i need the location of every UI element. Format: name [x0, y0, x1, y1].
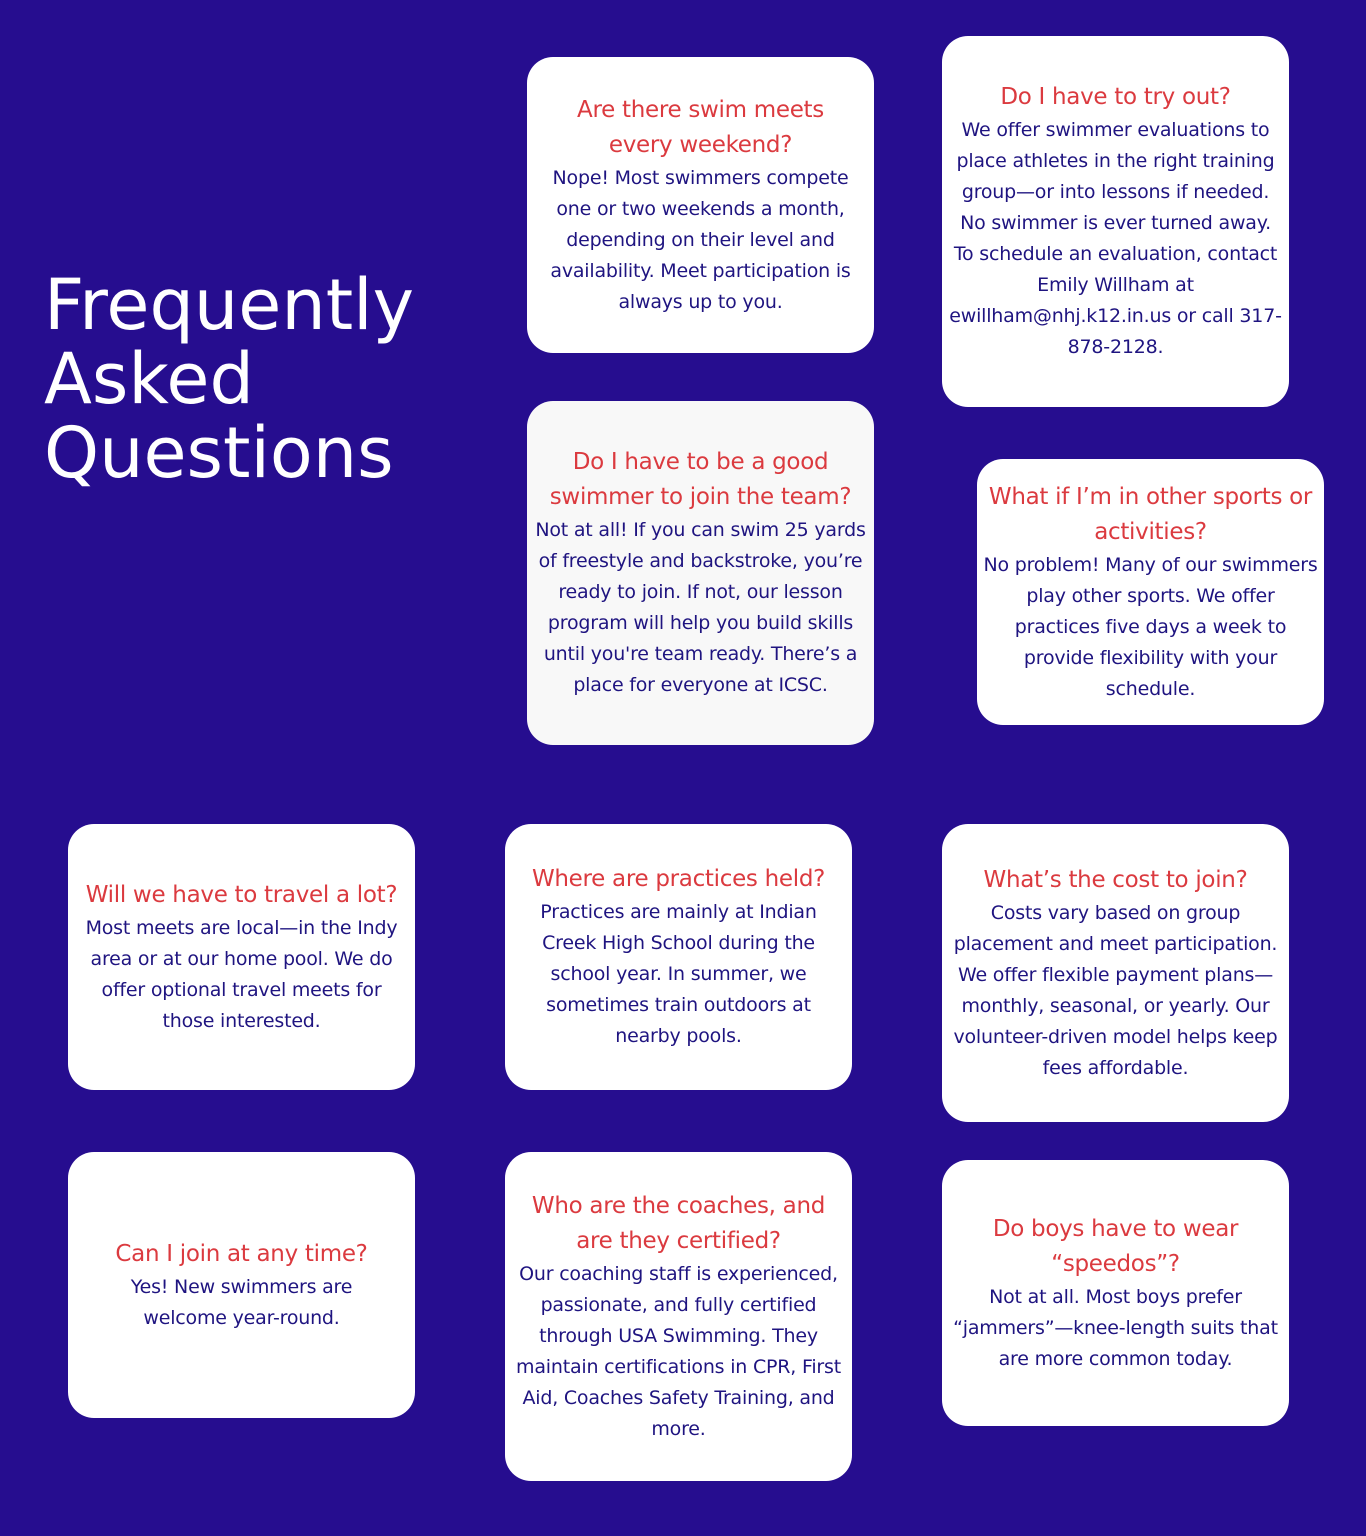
faq-question: Who are the coaches, and are they certified? — [531, 1192, 826, 1254]
faq-card-other-sports — [977, 459, 1324, 725]
faq-question: Do boys have to wear “speedos”? — [992, 1215, 1239, 1277]
faq-card-travel — [68, 824, 415, 1090]
faq-answer: No problem! Many of our swimmers play other sports. We offer practices five days a week to provide flexibility with your schedule. — [983, 553, 1318, 700]
faq-card-swim-meets — [527, 57, 874, 353]
page-title-line-2: Asked — [44, 338, 254, 420]
faq-question: Are there swim meets every weekend? — [577, 96, 824, 158]
faq-card-good-swimmer — [527, 401, 874, 745]
faq-answer: Yes! New swimmers are welcome year-round. — [130, 1275, 353, 1329]
faq-card-speedos — [942, 1160, 1289, 1426]
faq-answer: Our coaching staff is experienced, passionate, and fully certified through USA Swimming. They maintain certifications in CPR, First Aid, Coaches Safety Training, and more. — [516, 1262, 841, 1440]
faq-card-practices — [505, 824, 852, 1090]
faq-answer: We offer swimmer evaluations to place athletes in the right training group—or into lessons if needed. No swimmer is ever turned away. To schedule an evaluation, contact Emily Willham at ewillham@nhj.k12.in.us or call 317-878-2128. — [949, 119, 1282, 358]
faq-card-coaches — [505, 1152, 852, 1481]
faq-question: Can I join at any time? — [115, 1240, 368, 1267]
faq-answer: Not at all. Most boys prefer “jammers”—knee-length suits that are more common today. — [953, 1285, 1278, 1370]
faq-card-join-any-time — [68, 1152, 415, 1418]
faq-question: Where are practices held? — [531, 866, 826, 892]
faq-answer: Costs vary based on group placement and meet participation. We offer flexible payment plans—monthly, seasonal, or yearly. Our volunteer-driven model helps keep fees affordable. — [953, 901, 1278, 1079]
faq-question: What’s the cost to join? — [983, 866, 1248, 893]
page-title-line-1: Frequently — [44, 264, 415, 346]
faq-answer: Not at all! If you can swim 25 yards of freestyle and backstroke, you’re ready to join. If not, our lesson program will help you build skills until you're team ready. There’s a place for everyone at ICSC. — [535, 519, 866, 696]
faq-question: What if I’m in other sports or activities? — [988, 483, 1313, 545]
faq-question: Do I have to be a good swimmer to join the team? — [549, 449, 852, 510]
faq-answer: Practices are mainly at Indian Creek High School during the school year. In summer, we sometimes train outdoors at nearby pools. — [540, 901, 817, 1047]
faq-card-try-out — [942, 36, 1289, 407]
faq-question: Will we have to travel a lot? — [85, 881, 398, 908]
faq-answer: Nope! Most swimmers compete one or two weekends a month, depending on their level and availability. Meet participation is always up to you. — [550, 166, 851, 313]
page-title-line-3: Questions — [44, 412, 394, 494]
faq-question: Do I have to try out? — [1000, 84, 1231, 110]
faq-answer: Most meets are local—in the Indy area or at our home pool. We do offer optional travel meets for those interested. — [85, 916, 398, 1032]
page-title — [44, 264, 484, 494]
faq-card-cost — [942, 824, 1289, 1122]
